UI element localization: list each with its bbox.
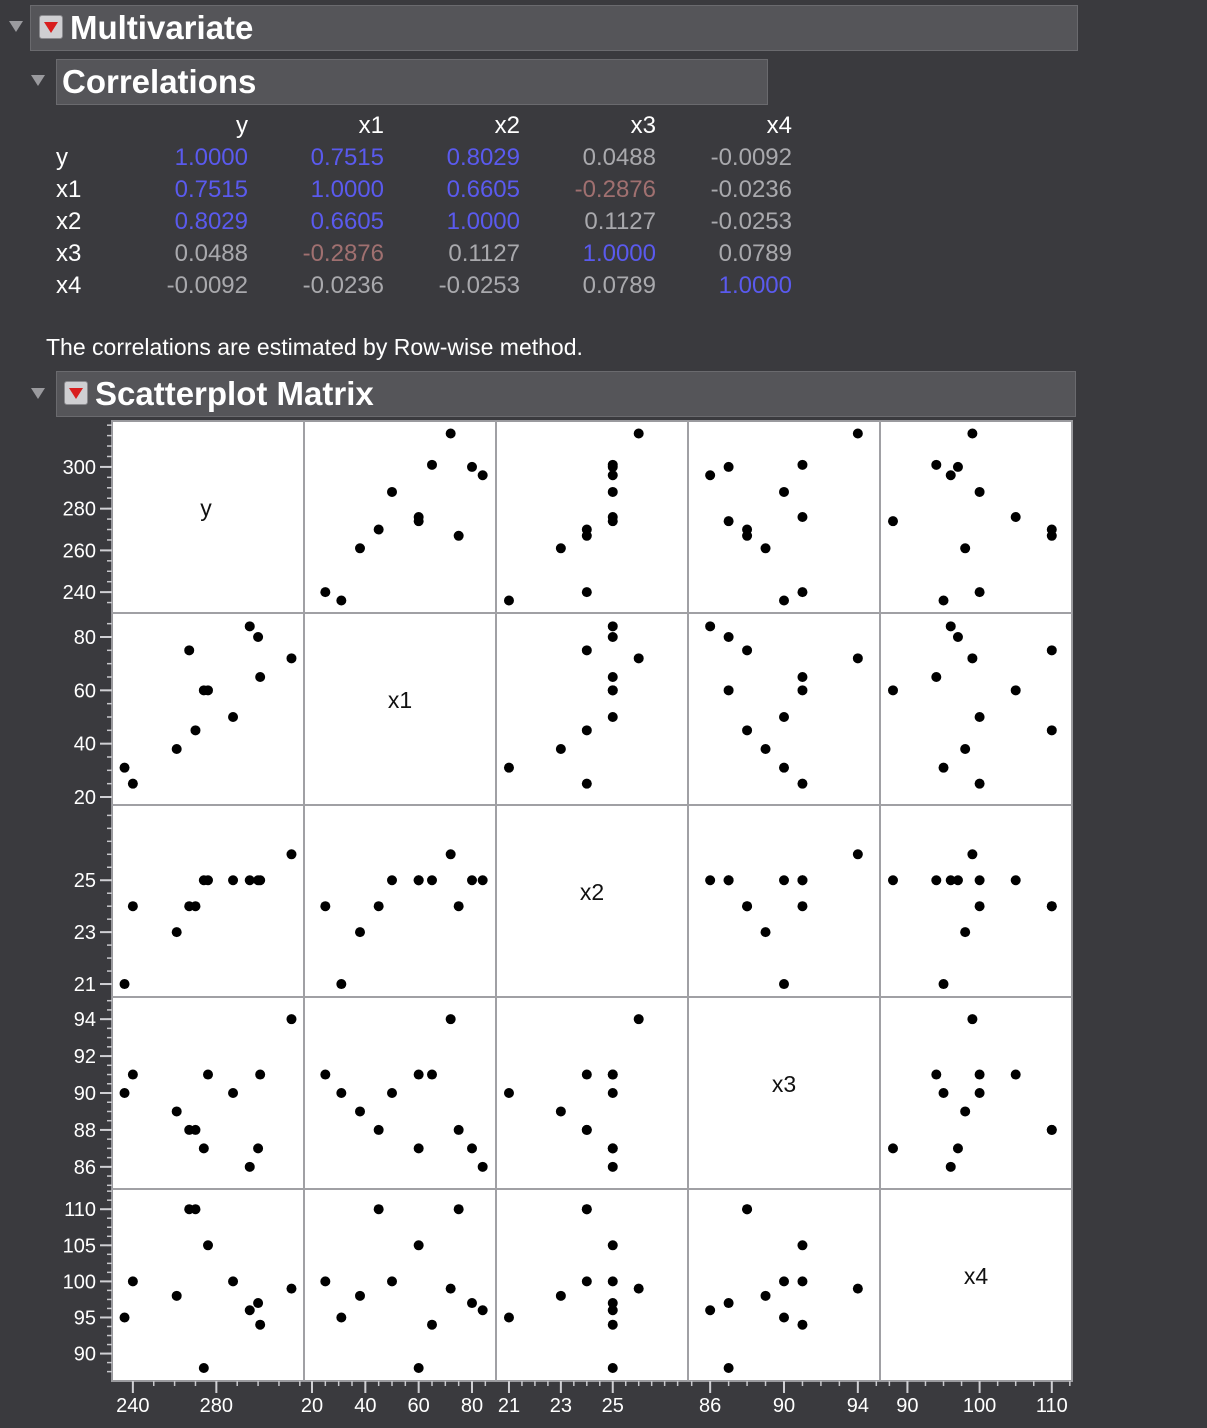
scatter-point	[582, 1276, 592, 1286]
scatter-point	[608, 672, 618, 682]
scatter-point	[608, 1320, 618, 1330]
scatter-point	[556, 543, 566, 553]
scatter-point	[931, 1070, 941, 1080]
scatter-point	[228, 875, 238, 885]
scatter-point	[853, 1284, 863, 1294]
correlation-cell: 0.8029	[446, 144, 520, 171]
scatter-point	[724, 1363, 734, 1373]
scatter-point	[797, 901, 807, 911]
scatter-point	[172, 1291, 182, 1301]
scatter-point	[797, 875, 807, 885]
scatter-point	[608, 487, 618, 497]
scatter-point	[120, 1088, 130, 1098]
scatter-point	[608, 621, 618, 631]
scatter-point	[888, 875, 898, 885]
row-label: x3	[56, 240, 82, 267]
diagonal-variable-label: x2	[579, 879, 605, 905]
scatter-point	[779, 1312, 789, 1322]
correlation-cell: 1.0000	[310, 176, 384, 203]
y-tick-label: 80	[73, 627, 96, 649]
scatter-point	[705, 1305, 715, 1315]
scatter-point	[779, 712, 789, 722]
scatter-point	[975, 1070, 985, 1080]
scatter-point	[128, 779, 138, 789]
x-tick-label: 40	[354, 1395, 377, 1417]
scatter-point	[467, 1143, 477, 1153]
scatter-point	[797, 587, 807, 597]
correlation-cell: 1.0000	[582, 240, 656, 267]
scatter-point	[761, 1291, 771, 1301]
scatter-point	[1011, 1070, 1021, 1080]
scatter-point	[387, 1088, 397, 1098]
scatter-point	[724, 1298, 734, 1308]
scatter-point	[467, 875, 477, 885]
x-tick-label: 94	[846, 1395, 869, 1417]
y-tick-label: 110	[64, 1199, 96, 1222]
scatter-point	[960, 927, 970, 937]
scatter-point	[478, 875, 488, 885]
column-header: y	[236, 112, 248, 139]
scatter-point	[761, 927, 771, 937]
y-tick-label: 90	[73, 1343, 96, 1366]
scatter-point	[336, 595, 346, 605]
multivariate-title: Multivariate	[70, 9, 254, 46]
correlation-cell: 0.0488	[582, 144, 656, 171]
scatter-point	[478, 1162, 488, 1172]
scatter-point	[414, 1363, 424, 1373]
scatter-point	[255, 1070, 265, 1080]
scatter-point	[454, 531, 464, 541]
scatter-point	[705, 875, 715, 885]
scatter-point	[931, 875, 941, 885]
scatter-point	[975, 1088, 985, 1098]
y-tick-label: 40	[73, 733, 96, 756]
scatter-point	[184, 645, 194, 655]
scatter-point	[779, 595, 789, 605]
y-tick-label: 88	[73, 1119, 96, 1142]
scatter-point	[779, 979, 789, 989]
scatter-point	[742, 645, 752, 655]
scatter-point	[374, 1125, 384, 1135]
correlation-cell: 0.6605	[446, 176, 520, 203]
scatter-point	[446, 1284, 456, 1294]
scatter-point	[504, 1312, 514, 1322]
scatter-point	[556, 744, 566, 754]
scatter-point	[946, 875, 956, 885]
scatter-point	[960, 744, 970, 754]
scatter-point	[336, 1312, 346, 1322]
scatter-point	[582, 779, 592, 789]
scatter-point	[967, 429, 977, 439]
x-tick-label: 80	[460, 1395, 484, 1417]
scatter-point	[320, 1070, 330, 1080]
y-tick-label: 260	[62, 540, 96, 563]
scatter-point	[1047, 901, 1057, 911]
correlation-cell: 0.6605	[310, 208, 384, 235]
scatter-point	[120, 763, 130, 773]
scatter-point	[742, 725, 752, 735]
scatter-point	[454, 1125, 464, 1135]
scatter-point	[128, 1276, 138, 1286]
y-tick-label: 300	[62, 456, 96, 479]
scatter-point	[742, 531, 752, 541]
scatter-point	[1011, 512, 1021, 522]
scatter-point	[320, 901, 330, 911]
y-tick-label: 280	[62, 498, 96, 521]
diagonal-variable-label: y	[200, 495, 212, 521]
correlation-cell: 1.0000	[446, 208, 520, 235]
y-tick-label: 86	[73, 1156, 96, 1179]
correlation-cell: -0.0253	[710, 208, 792, 235]
scatter-point	[608, 1162, 618, 1172]
scatter-point	[414, 1240, 424, 1250]
scatter-point	[582, 725, 592, 735]
scatter-point	[228, 1088, 238, 1098]
scatter-point	[320, 587, 330, 597]
row-label: x4	[56, 272, 82, 299]
scatter-point	[286, 1284, 296, 1294]
scatter-point	[797, 460, 807, 470]
scatter-point	[853, 429, 863, 439]
scatter-point	[939, 1088, 949, 1098]
scatter-point	[387, 875, 397, 885]
scatter-point	[1047, 531, 1057, 541]
scatter-point	[128, 901, 138, 911]
scatter-point	[228, 712, 238, 722]
scatter-point	[967, 653, 977, 663]
scatter-point	[190, 725, 200, 735]
scatter-point	[478, 1305, 488, 1315]
scatter-point	[446, 429, 456, 439]
y-tick-label: 20	[73, 787, 96, 809]
scatter-point	[946, 621, 956, 631]
scatter-point	[797, 1276, 807, 1286]
correlation-cell: 0.0488	[174, 240, 248, 267]
y-tick-label: 100	[62, 1271, 96, 1294]
scatter-point	[724, 632, 734, 642]
x-tick-label: 25	[601, 1395, 624, 1417]
scatter-point	[608, 1276, 618, 1286]
y-tick-label: 95	[73, 1307, 96, 1330]
scatter-point	[355, 927, 365, 937]
row-label: x1	[56, 176, 82, 203]
scatter-point	[504, 595, 514, 605]
scatter-point	[427, 1070, 437, 1080]
scatter-point	[797, 1240, 807, 1250]
scatter-point	[724, 516, 734, 526]
x-tick-label: 60	[407, 1395, 430, 1417]
scatter-point	[245, 1305, 255, 1315]
scatter-point	[608, 470, 618, 480]
correlation-cell: 0.7515	[310, 144, 384, 171]
scatterplot-title: Scatterplot Matrix	[95, 375, 374, 412]
scatter-point	[608, 512, 618, 522]
scatter-point	[245, 875, 255, 885]
scatter-point	[946, 470, 956, 480]
scatter-point	[939, 979, 949, 989]
scatter-point	[286, 653, 296, 663]
scatter-point	[253, 1298, 263, 1308]
scatter-point	[853, 653, 863, 663]
correlation-cell: -0.2876	[574, 176, 656, 203]
scatter-point	[504, 763, 514, 773]
scatter-point	[975, 587, 985, 597]
scatter-point	[953, 1143, 963, 1153]
column-header: x2	[494, 112, 520, 139]
scatter-point	[779, 487, 789, 497]
scatter-point	[1011, 685, 1021, 695]
scatter-point	[967, 849, 977, 859]
scatter-point	[724, 685, 734, 695]
scatter-point	[446, 1014, 456, 1024]
scatter-point	[582, 587, 592, 597]
scatter-point	[355, 543, 365, 553]
scatter-point	[582, 1125, 592, 1135]
scatter-point	[608, 1070, 618, 1080]
row-label: y	[56, 144, 68, 171]
scatter-point	[427, 460, 437, 470]
x-tick-label: 280	[199, 1395, 234, 1417]
scatter-point	[446, 849, 456, 859]
scatter-point	[761, 744, 771, 754]
x-tick-label: 90	[772, 1395, 796, 1417]
scatter-point	[184, 1204, 194, 1214]
scatter-point	[608, 1363, 618, 1373]
correlation-cell: -0.0092	[710, 144, 792, 171]
scatter-point	[374, 1204, 384, 1214]
scatter-point	[245, 621, 255, 631]
scatter-point	[467, 462, 477, 472]
scatter-point	[797, 512, 807, 522]
scatter-point	[953, 462, 963, 472]
scatter-point	[888, 1143, 898, 1153]
x-tick-label: 110	[1035, 1395, 1068, 1417]
scatter-point	[634, 653, 644, 663]
scatter-point	[975, 901, 985, 911]
scatter-point	[467, 1298, 477, 1308]
scatter-point	[427, 875, 437, 885]
scatter-point	[336, 1088, 346, 1098]
x-tick-label: 86	[699, 1395, 722, 1417]
scatter-point	[286, 1014, 296, 1024]
scatter-point	[939, 763, 949, 773]
correlation-cell: 1.0000	[174, 144, 248, 171]
y-tick-label: 25	[73, 870, 96, 893]
scatter-point	[797, 1320, 807, 1330]
correlation-cell: 0.7515	[174, 176, 248, 203]
scatter-point	[953, 632, 963, 642]
scatter-point	[387, 1276, 397, 1286]
scatter-point	[120, 1312, 130, 1322]
scatter-point	[120, 979, 130, 989]
scatter-point	[1047, 725, 1057, 735]
scatter-point	[172, 927, 182, 937]
scatter-point	[634, 1014, 644, 1024]
scatter-point	[414, 1143, 424, 1153]
scatter-point	[975, 487, 985, 497]
diagonal-variable-label: x3	[771, 1071, 797, 1097]
scatter-point	[705, 621, 715, 631]
y-tick-label: 21	[73, 974, 96, 997]
scatter-point	[742, 901, 752, 911]
scatter-point	[608, 632, 618, 642]
scatter-point	[1011, 875, 1021, 885]
scatter-point	[556, 1106, 566, 1116]
scatter-point	[504, 1088, 514, 1098]
scatter-point	[582, 1204, 592, 1214]
scatter-point	[888, 516, 898, 526]
scatter-point	[355, 1291, 365, 1301]
x-tick-label: 240	[116, 1395, 150, 1417]
scatter-point	[634, 429, 644, 439]
scatter-point	[608, 1088, 618, 1098]
scatter-point	[608, 1143, 618, 1153]
scatter-point	[853, 849, 863, 859]
scatter-point	[414, 875, 424, 885]
scatter-point	[199, 1363, 209, 1373]
scatter-point	[454, 1204, 464, 1214]
y-tick-label: 92	[73, 1046, 96, 1069]
scatter-point	[374, 901, 384, 911]
scatter-point	[184, 1125, 194, 1135]
x-tick-label: 21	[497, 1395, 521, 1417]
scatter-point	[797, 672, 807, 682]
scatter-point	[888, 685, 898, 695]
correlation-cell: 0.0789	[718, 240, 792, 267]
scatter-point	[797, 779, 807, 789]
scatter-point	[779, 763, 789, 773]
correlation-cell: -0.0092	[166, 272, 248, 299]
scatter-point	[608, 712, 618, 722]
correlation-cell: 0.0789	[582, 272, 656, 299]
scatter-point	[724, 875, 734, 885]
scatter-point	[1047, 645, 1057, 655]
scatter-point	[320, 1276, 330, 1286]
scatter-point	[975, 875, 985, 885]
scatter-point	[128, 1070, 138, 1080]
scatter-point	[960, 1106, 970, 1116]
x-tick-label: 23	[549, 1395, 572, 1417]
scatter-point	[797, 685, 807, 695]
scatter-point	[253, 632, 263, 642]
column-header: x1	[358, 112, 384, 139]
correlation-cell: 0.1127	[448, 240, 520, 267]
scatter-point	[228, 1276, 238, 1286]
correlations-title: Correlations	[62, 63, 257, 100]
scatter-point	[582, 645, 592, 655]
scatter-point	[975, 779, 985, 789]
scatter-point	[374, 525, 384, 535]
correlation-cell: -0.2876	[302, 240, 384, 267]
correlation-method-note: The correlations are estimated by Row-wise method.	[46, 334, 583, 360]
row-label: x2	[56, 208, 82, 235]
scatter-point	[172, 1106, 182, 1116]
scatter-point	[975, 712, 985, 722]
scatter-point	[705, 470, 715, 480]
y-tick-label: 23	[73, 922, 96, 945]
correlation-cell: -0.0253	[438, 272, 520, 299]
scatter-point	[203, 875, 213, 885]
scatter-point	[608, 1240, 618, 1250]
scatter-point	[960, 543, 970, 553]
diagonal-variable-label: x1	[387, 687, 413, 713]
correlation-cell: 0.8029	[174, 208, 248, 235]
scatter-point	[634, 1284, 644, 1294]
y-tick-label: 105	[62, 1235, 96, 1258]
scatter-point	[939, 595, 949, 605]
scatter-point	[199, 1143, 209, 1153]
column-header: x4	[766, 112, 792, 139]
scatter-point	[761, 543, 771, 553]
scatter-point	[946, 1162, 956, 1172]
correlation-cell: 1.0000	[718, 272, 792, 299]
column-header: x3	[630, 112, 656, 139]
correlation-cell: 0.1127	[584, 208, 656, 235]
scatter-point	[427, 1320, 437, 1330]
scatter-point	[582, 1070, 592, 1080]
diagonal-variable-label: x4	[963, 1263, 989, 1289]
scatter-point	[478, 470, 488, 480]
scatter-point	[172, 744, 182, 754]
correlation-cell: -0.0236	[302, 272, 384, 299]
scatter-point	[387, 487, 397, 497]
scatter-point	[556, 1291, 566, 1301]
scatter-point	[414, 1070, 424, 1080]
scatter-point	[931, 460, 941, 470]
scatter-point	[255, 1320, 265, 1330]
scatter-point	[724, 462, 734, 472]
scatter-point	[355, 1106, 365, 1116]
scatter-point	[245, 1162, 255, 1172]
correlation-cell: -0.0236	[710, 176, 792, 203]
y-tick-label: 240	[62, 582, 96, 605]
x-tick-label: 20	[300, 1395, 324, 1417]
y-tick-label: 90	[73, 1083, 96, 1105]
y-tick-label: 94	[73, 1009, 96, 1032]
scatter-point	[582, 531, 592, 541]
scatter-point	[608, 685, 618, 695]
x-tick-label: 90	[896, 1395, 919, 1417]
y-tick-label: 60	[73, 680, 96, 703]
x-tick-label: 100	[962, 1395, 997, 1417]
scatter-point	[779, 875, 789, 885]
scatter-point	[203, 685, 213, 695]
scatter-point	[253, 1143, 263, 1153]
scatter-point	[779, 1276, 789, 1286]
scatter-point	[255, 672, 265, 682]
scatter-point	[967, 1014, 977, 1024]
scatter-point	[608, 1305, 618, 1315]
scatter-point	[742, 1204, 752, 1214]
scatter-point	[414, 512, 424, 522]
scatter-point	[203, 1070, 213, 1080]
scatter-point	[203, 1240, 213, 1250]
scatter-point	[184, 901, 194, 911]
scatter-point	[286, 849, 296, 859]
scatter-point	[336, 979, 346, 989]
scatter-point	[1047, 1125, 1057, 1135]
scatter-point	[454, 901, 464, 911]
scatter-point	[931, 672, 941, 682]
